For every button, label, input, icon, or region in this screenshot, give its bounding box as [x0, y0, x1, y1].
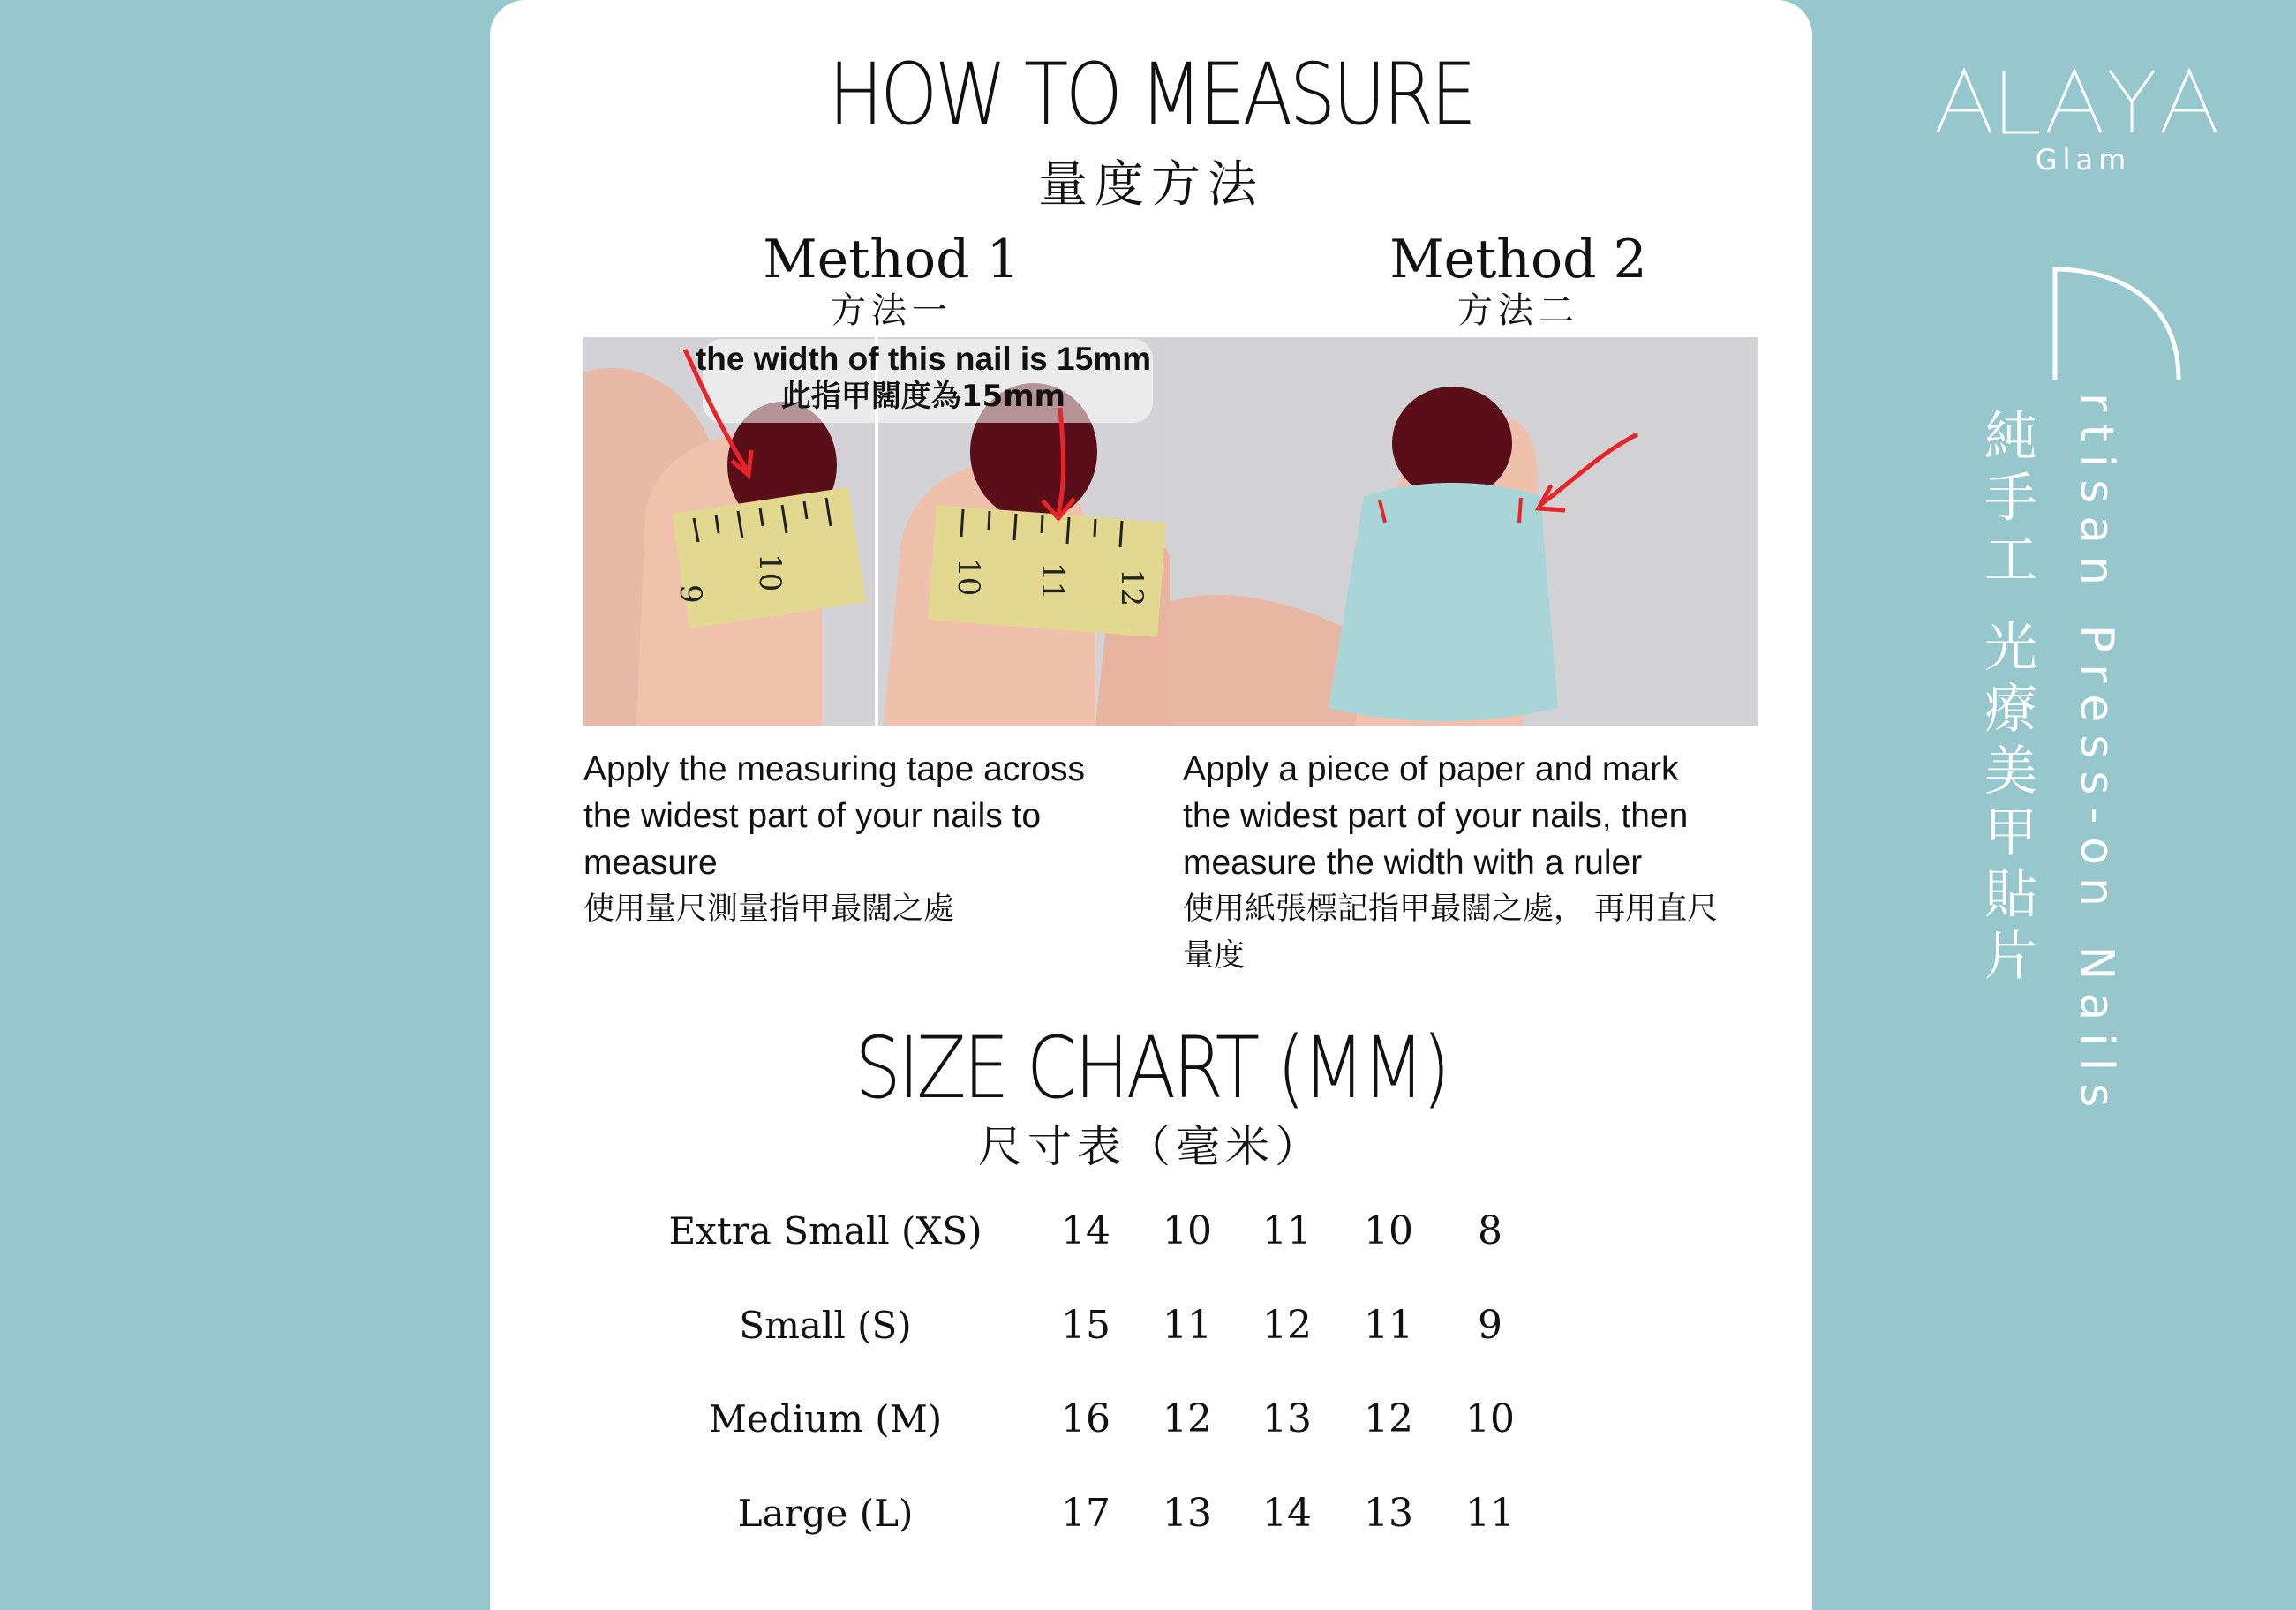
- method2-photo: [1170, 337, 1758, 726]
- method1-heading-cn: 方法一: [831, 290, 952, 331]
- artisan-a-icon: [2046, 260, 2187, 384]
- page-title-cn: 量度方法: [1038, 156, 1264, 214]
- method1-description: [583, 746, 1148, 933]
- size-value: 12: [1262, 1303, 1312, 1348]
- method1-overlay-cn: 此指甲闊度為15mm: [780, 379, 1066, 414]
- brand-logo-text: ALAYA: [2233, 62, 2237, 63]
- size-chart-title: SIZE CHART (MM): [854, 1019, 1448, 1117]
- size-value: 11: [1262, 1208, 1312, 1253]
- method2-desc-line3: measure the width with a ruler: [1183, 844, 1643, 882]
- size-value: 11: [1364, 1303, 1413, 1348]
- size-label: Large (L): [737, 1492, 914, 1535]
- size-value: 14: [1262, 1491, 1312, 1536]
- content-panel: [490, 0, 1812, 1610]
- method1-desc-line2: the widest part of your nails to: [583, 797, 1042, 835]
- method2-heading: Method 2: [1389, 229, 1647, 290]
- method2-description: [1183, 746, 1801, 980]
- method1-overlay-en: the width of this nail is 15mm: [695, 341, 1151, 377]
- method1-desc-line1: Apply the measuring tape across: [583, 750, 1085, 788]
- method1-photo: [583, 337, 1170, 726]
- tagline-cn: 純手工 光療美甲貼片: [1976, 408, 2037, 990]
- tape-mark-10b: 10: [951, 558, 986, 597]
- tape-mark-9: 9: [673, 584, 708, 604]
- method2-desc-line1: Apply a piece of paper and mark: [1183, 750, 1679, 788]
- method2-desc-cn2: 量度: [1183, 938, 1246, 974]
- size-label: Extra Small (XS): [668, 1209, 982, 1253]
- tape-mark-11: 11: [1035, 562, 1070, 601]
- size-value: 12: [1364, 1396, 1413, 1441]
- size-value: 8: [1478, 1208, 1502, 1253]
- size-value: 10: [1465, 1396, 1515, 1441]
- size-chart-title-cn: 尺寸表（毫米）: [978, 1121, 1324, 1172]
- tape-mark-12: 12: [1114, 568, 1149, 607]
- tagline-en: rtisan Press-on Nails: [2070, 393, 2123, 1120]
- brand-sub: Glam: [2035, 143, 2132, 177]
- size-row: [490, 1384, 1812, 1455]
- size-row: [490, 1290, 1812, 1361]
- method1-heading: Method 1: [763, 229, 1020, 290]
- method2-desc-cn1: 使用紙張標記指甲最闊之處， 再用直尺: [1183, 892, 1719, 927]
- method2-heading-cn: 方法二: [1457, 290, 1579, 331]
- size-value: 9: [1478, 1303, 1502, 1348]
- method1-desc-cn: 使用量尺測量指甲最闊之處: [583, 892, 955, 927]
- size-value: 16: [1061, 1396, 1110, 1441]
- brand-logo: [1933, 62, 2237, 141]
- size-row: [490, 1196, 1812, 1267]
- tape-mark-10a: 10: [752, 553, 787, 592]
- size-value: 13: [1163, 1491, 1212, 1536]
- size-label: Small (S): [739, 1304, 912, 1347]
- size-row: [490, 1478, 1812, 1549]
- method2-desc-line2: the widest part of your nails, then: [1183, 797, 1689, 835]
- size-value: 10: [1364, 1208, 1413, 1253]
- size-value: 10: [1163, 1208, 1212, 1253]
- size-value: 11: [1163, 1303, 1212, 1348]
- size-value: 12: [1163, 1396, 1212, 1441]
- size-value: 13: [1364, 1491, 1413, 1536]
- size-value: 17: [1061, 1491, 1110, 1536]
- method2-illustration: [1170, 337, 1758, 726]
- size-label: Medium (M): [708, 1397, 943, 1441]
- size-value: 13: [1262, 1396, 1312, 1441]
- size-value: 14: [1061, 1208, 1110, 1253]
- paper-strip: [1329, 483, 1558, 721]
- method1-desc-line3: measure: [583, 844, 718, 882]
- page-title: HOW TO MEASURE: [828, 45, 1474, 144]
- size-value: 15: [1061, 1303, 1110, 1348]
- size-value: 11: [1465, 1491, 1515, 1536]
